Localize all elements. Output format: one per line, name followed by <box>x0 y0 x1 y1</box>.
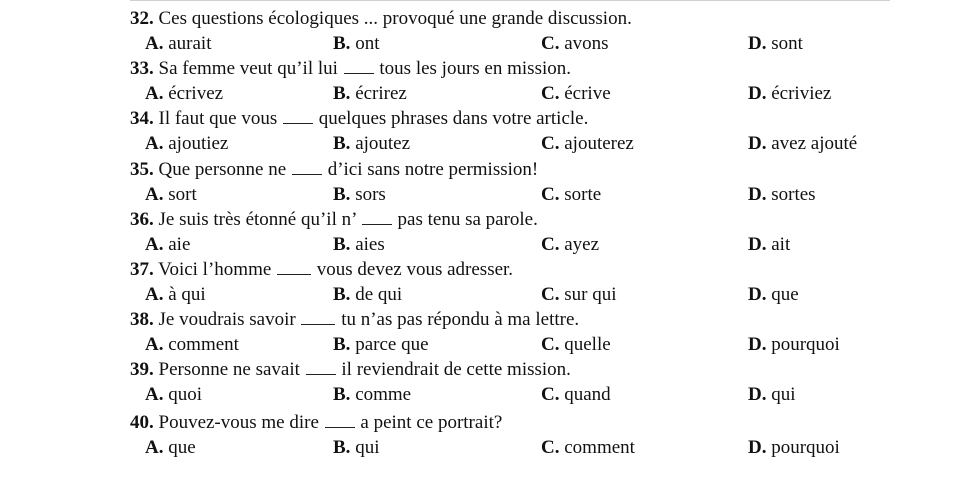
question-stem <box>130 58 571 80</box>
option-text: sortes <box>771 184 816 205</box>
option-text: ajoutiez <box>168 133 229 154</box>
option-letter: D. <box>748 184 767 205</box>
option-letter: D. <box>748 33 767 54</box>
option-text: ajoutez <box>355 133 411 154</box>
option-letter: A. <box>145 284 164 305</box>
option-text: sont <box>771 33 803 54</box>
option-text: avons <box>564 33 609 54</box>
option-a <box>145 184 197 206</box>
option-text: comment <box>564 437 635 458</box>
option-b <box>333 33 379 55</box>
option-letter: C. <box>541 334 560 355</box>
question-stem <box>130 108 588 130</box>
option-d <box>748 184 816 206</box>
option-letter: A. <box>145 234 164 255</box>
question-1 <box>0 58 969 108</box>
option-letter: B. <box>333 284 351 305</box>
answer-blank <box>344 58 374 74</box>
question-6 <box>0 309 969 359</box>
question-text: Je suis très étonné qu’il n’ <box>158 209 357 230</box>
answer-blank <box>362 209 392 225</box>
option-letter: D. <box>748 133 767 154</box>
option-letter: B. <box>333 384 351 405</box>
question-text: Sa femme veut qu’il lui <box>158 58 338 79</box>
option-text: pourquoi <box>771 437 840 458</box>
question-number: 37. <box>130 259 154 280</box>
option-c <box>541 83 611 105</box>
option-c <box>541 33 609 55</box>
option-text: ont <box>355 33 380 54</box>
option-c <box>541 234 599 256</box>
option-letter: C. <box>541 284 560 305</box>
question-text: Pouvez-vous me dire <box>158 412 319 433</box>
option-text: écrivez <box>168 83 224 104</box>
option-letter: D. <box>748 234 767 255</box>
option-text: ait <box>771 234 791 255</box>
option-text: écrive <box>564 83 611 104</box>
options-row <box>0 33 969 55</box>
option-text: écriviez <box>771 83 832 104</box>
option-text: aurait <box>168 33 212 54</box>
question-stem <box>130 412 502 434</box>
option-b <box>333 83 407 105</box>
option-d <box>748 437 840 459</box>
option-letter: C. <box>541 33 560 54</box>
option-text: aies <box>355 234 385 255</box>
option-letter: B. <box>333 33 351 54</box>
options-row <box>0 133 969 155</box>
option-b <box>333 334 429 356</box>
question-text: Voici l’homme <box>158 259 272 280</box>
options-row <box>0 184 969 206</box>
question-text: Je voudrais savoir <box>158 309 296 330</box>
question-text-after-blank: il reviendrait de cette mission. <box>341 359 571 380</box>
option-d <box>748 33 803 55</box>
option-letter: A. <box>145 33 164 54</box>
option-b <box>333 384 411 406</box>
answer-blank <box>306 359 336 375</box>
question-2 <box>0 108 969 158</box>
option-d <box>748 334 840 356</box>
option-letter: A. <box>145 83 164 104</box>
option-c <box>541 437 635 459</box>
question-4 <box>0 209 969 259</box>
option-c <box>541 133 634 155</box>
options-row <box>0 437 969 459</box>
question-stem <box>130 259 513 281</box>
question-number: 33. <box>130 58 154 79</box>
option-b <box>333 133 410 155</box>
option-text: ayez <box>564 234 600 255</box>
option-text: à qui <box>168 284 206 305</box>
option-letter: D. <box>748 384 767 405</box>
options-row <box>0 334 969 356</box>
question-text-after-blank: tous les jours en mission. <box>379 58 571 79</box>
option-d <box>748 284 799 306</box>
option-c <box>541 334 611 356</box>
question-text: Il faut que vous <box>158 108 278 129</box>
option-c <box>541 284 616 306</box>
option-c <box>541 384 611 406</box>
option-text: sorte <box>564 184 602 205</box>
option-a <box>145 284 206 306</box>
option-a <box>145 234 190 256</box>
option-letter: B. <box>333 184 351 205</box>
option-text: avez ajouté <box>771 133 858 154</box>
question-text-after-blank: tu n’as pas répondu à ma lettre. <box>341 309 580 330</box>
question-7 <box>0 359 969 409</box>
option-letter: C. <box>541 234 560 255</box>
question-number: 35. <box>130 159 154 180</box>
question-8 <box>0 412 969 462</box>
option-text: que <box>168 437 196 458</box>
option-text: qui <box>771 384 796 405</box>
option-letter: B. <box>333 234 351 255</box>
option-letter: A. <box>145 334 164 355</box>
question-text-after-blank: d’ici sans notre permission! <box>327 159 539 180</box>
option-a <box>145 133 228 155</box>
option-letter: C. <box>541 133 560 154</box>
question-text: Personne ne savait <box>158 359 300 380</box>
answer-blank <box>325 412 355 428</box>
option-d <box>748 384 796 406</box>
option-text: qui <box>355 437 380 458</box>
option-text: quand <box>564 384 611 405</box>
option-letter: B. <box>333 334 351 355</box>
option-letter: D. <box>748 284 767 305</box>
option-a <box>145 334 239 356</box>
question-stem <box>130 209 538 231</box>
question-stem <box>130 8 632 30</box>
answer-blank <box>277 259 311 275</box>
question-number: 32. <box>130 8 154 29</box>
option-d <box>748 234 790 256</box>
question-number: 38. <box>130 309 154 330</box>
option-text: comment <box>168 334 239 355</box>
option-text: pourquoi <box>771 334 840 355</box>
question-number: 36. <box>130 209 154 230</box>
option-a <box>145 83 223 105</box>
option-letter: C. <box>541 83 560 104</box>
question-text: Ces questions écologiques ... provoqué une grande discussion. <box>158 8 632 29</box>
top-rule <box>130 0 890 1</box>
option-a <box>145 33 212 55</box>
question-0 <box>0 8 969 58</box>
question-text: Que personne ne <box>158 159 287 180</box>
options-row <box>0 83 969 105</box>
option-letter: D. <box>748 83 767 104</box>
answer-blank <box>301 309 335 325</box>
option-text: sort <box>168 184 197 205</box>
answer-blank <box>283 108 313 124</box>
question-stem <box>130 159 538 181</box>
answer-blank <box>292 159 322 175</box>
option-letter: B. <box>333 83 351 104</box>
option-text: ajouterez <box>564 133 634 154</box>
question-text-after-blank: a peint ce portrait? <box>360 412 503 433</box>
option-letter: A. <box>145 133 164 154</box>
option-text: écrirez <box>355 83 407 104</box>
option-letter: D. <box>748 437 767 458</box>
option-a <box>145 384 202 406</box>
option-letter: B. <box>333 437 351 458</box>
option-d <box>748 133 857 155</box>
option-text: aie <box>168 234 191 255</box>
question-stem <box>130 309 579 331</box>
option-b <box>333 437 379 459</box>
option-a <box>145 437 196 459</box>
question-3 <box>0 159 969 209</box>
options-row <box>0 284 969 306</box>
option-text: sur qui <box>564 284 617 305</box>
option-b <box>333 184 386 206</box>
option-letter: C. <box>541 184 560 205</box>
option-text: comme <box>355 384 412 405</box>
question-number: 39. <box>130 359 154 380</box>
option-c <box>541 184 601 206</box>
question-number: 34. <box>130 108 154 129</box>
option-letter: A. <box>145 437 164 458</box>
question-text-after-blank: vous devez vous adresser. <box>316 259 514 280</box>
option-text: quelle <box>564 334 611 355</box>
option-letter: A. <box>145 184 164 205</box>
option-letter: C. <box>541 384 560 405</box>
option-d <box>748 83 831 105</box>
option-letter: D. <box>748 334 767 355</box>
option-text: quoi <box>168 384 203 405</box>
question-number: 40. <box>130 412 154 433</box>
option-letter: B. <box>333 133 351 154</box>
options-row <box>0 384 969 406</box>
question-text-after-blank: quelques phrases dans votre article. <box>318 108 589 129</box>
question-text-after-blank: pas tenu sa parole. <box>397 209 538 230</box>
question-5 <box>0 259 969 309</box>
option-text: parce que <box>355 334 429 355</box>
question-stem <box>130 359 571 381</box>
option-text: que <box>771 284 799 305</box>
option-b <box>333 234 385 256</box>
option-b <box>333 284 402 306</box>
options-row <box>0 234 969 256</box>
option-letter: C. <box>541 437 560 458</box>
option-text: sors <box>355 184 386 205</box>
option-letter: A. <box>145 384 164 405</box>
option-text: de qui <box>355 284 403 305</box>
